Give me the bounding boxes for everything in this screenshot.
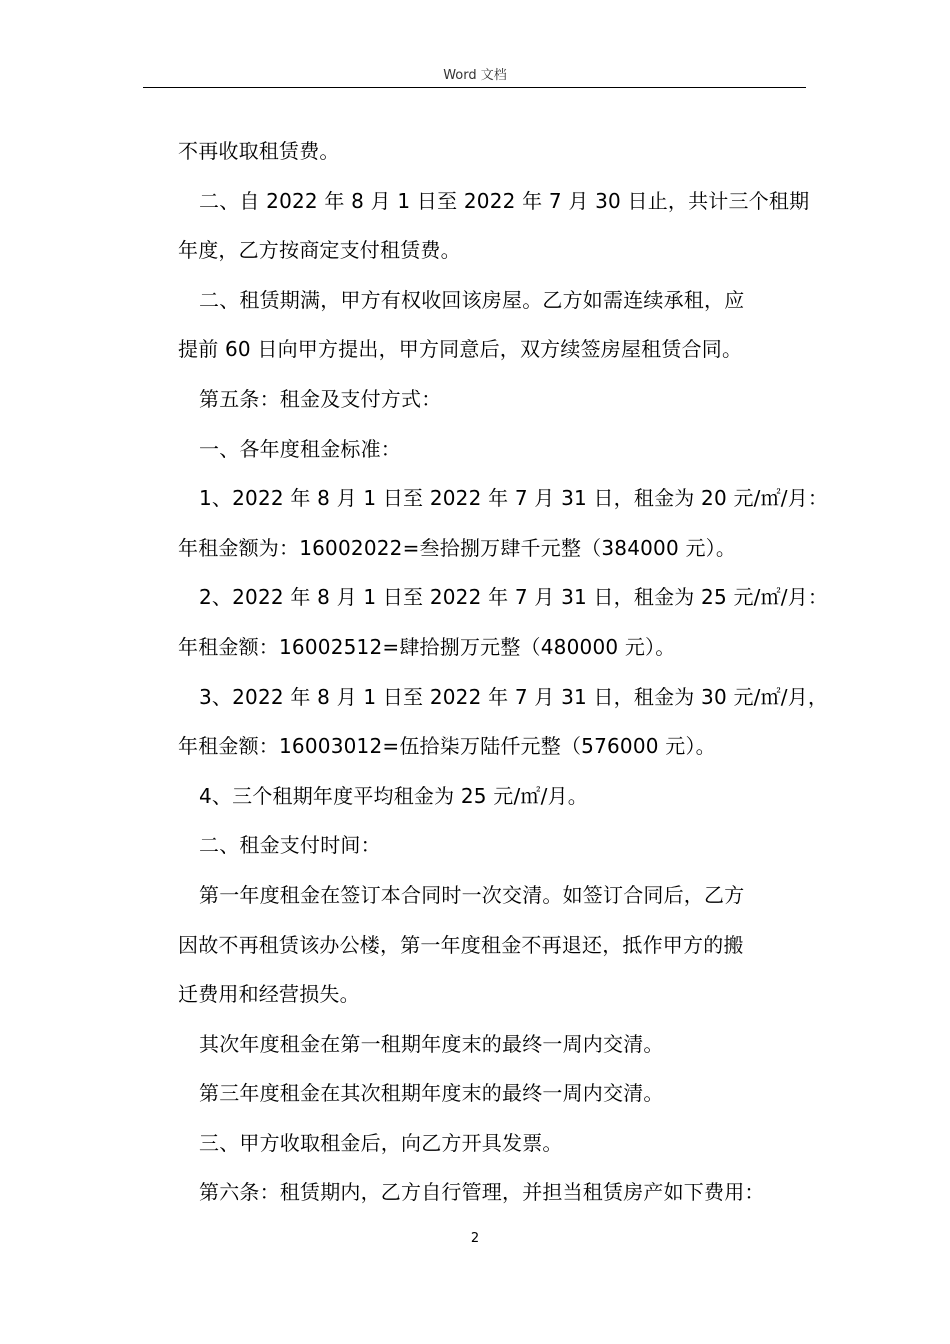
text-line: 年租金额为：16002022=叁拾捌万肆千元整（384000 元）。 xyxy=(178,535,737,560)
section-heading: 第五条：租金及支付方式： xyxy=(199,386,442,411)
text-line: 三、甲方收取租金后，向乙方开具发票。 xyxy=(199,1130,563,1155)
text-line: 不再收取租赁费。 xyxy=(178,139,340,163)
text-line: 一、各年度租金标准： xyxy=(199,436,401,461)
page-number: 2 xyxy=(470,1231,480,1246)
text-line: 因故不再租赁该办公楼，第一年度租金不再退还，抵作甲方的搬 xyxy=(178,932,744,957)
section-heading: 第六条：租赁期内，乙方自行管理，并担当租赁房产如下费用： xyxy=(199,1180,765,1205)
text-line: 年租金额：16002512=肆拾捌万元整（480000 元）。 xyxy=(178,634,676,659)
text-line: 迁费用和经营损失。 xyxy=(178,982,360,1007)
header-divider xyxy=(143,87,806,88)
text-line: 年租金额：16003012=伍拾柒万陆仟元整（576000 元）。 xyxy=(178,734,716,759)
text-line: 第三年度租金在其次租期年度末的最终一周内交清。 xyxy=(199,1081,664,1106)
text-line: 4、三个租期年度平均租金为 25 元/㎡/月。 xyxy=(199,783,588,808)
text-line: 3、2022 年 8 月 1 日至 2022 年 7 月 31 日，租金为 30 元/㎡/月， xyxy=(199,684,829,709)
text-line: 第一年度租金在签订本合同时一次交清。如签订合同后，乙方 xyxy=(199,882,745,907)
text-line: 2、2022 年 8 月 1 日至 2022 年 7 月 31 日，租金为 25 元/㎡/月： xyxy=(199,585,829,610)
text-line: 二、租金支付时间： xyxy=(199,833,381,858)
text-line: 其次年度租金在第一租期年度末的最终一周内交清。 xyxy=(199,1031,664,1056)
text-line: 提前 60 日向甲方提出，甲方同意后，双方续签房屋租赁合同。 xyxy=(178,337,743,362)
text-line: 年度，乙方按商定支付租赁费。 xyxy=(178,238,461,263)
document-body xyxy=(178,127,829,1218)
text-line: 二、租赁期满，甲方有权收回该房屋。乙方如需连续承租，应 xyxy=(199,287,745,312)
page-header: Word 文档 xyxy=(443,68,507,83)
text-line: 1、2022 年 8 月 1 日至 2022 年 7 月 31 日，租金为 20 元/㎡/月： xyxy=(199,486,829,511)
text-line: 二、自 2022 年 8 月 1 日至 2022 年 7 月 30 日止，共计三个租期 xyxy=(199,188,810,213)
